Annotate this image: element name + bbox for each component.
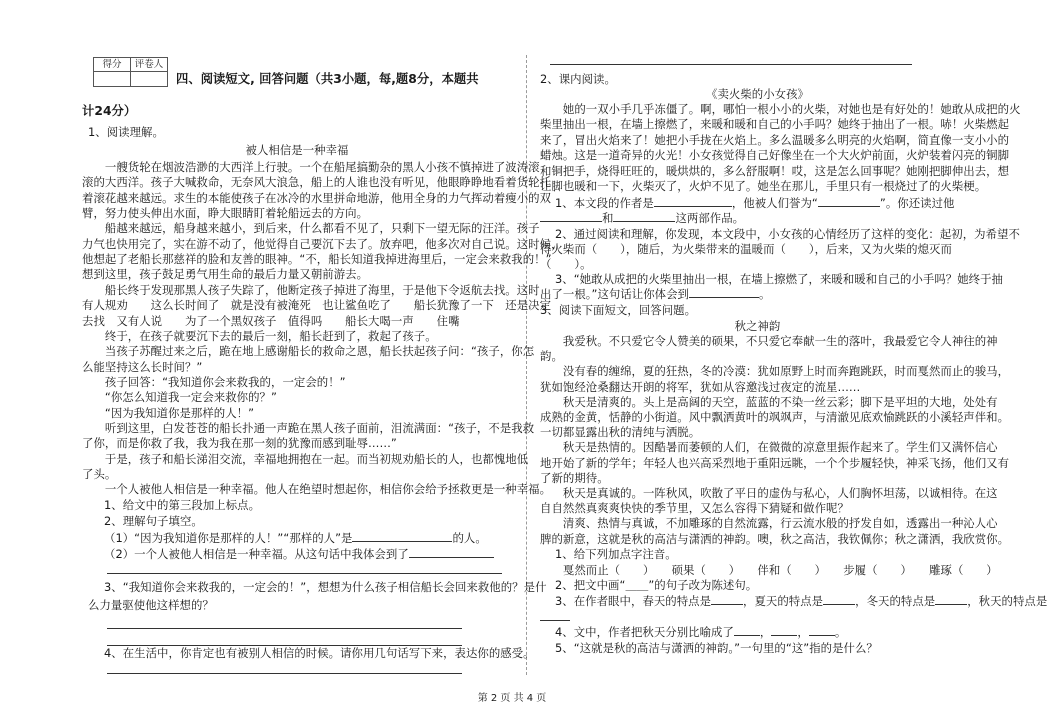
answer-blank[interactable] [935, 594, 967, 605]
passage-line: 一艘货轮在烟波浩渺的大西洋上行驶。一个在船尾搞勤杂的黑人小孩不慎掉进了波涛滚 [82, 160, 540, 174]
question-2b [104, 547, 494, 562]
passage-title: 被人相信是一种幸福 [245, 143, 349, 157]
question-2b-text: （2）一个人被他人相信是一种幸福。从这句话中我体会到了 [104, 547, 409, 561]
question-4-text: 4、文中，作者把秋天分别比喻成了 [555, 625, 734, 639]
answer-blank[interactable] [711, 594, 743, 605]
passage-line: 秋天是清爽的。头上是高阔的天空，蓝蓝的不染一丝云彩；脚下是平坦的大地，处处有 [540, 394, 998, 409]
question-3-part: ，冬天的特点是 [855, 594, 936, 608]
passage-line: 去找 又有人说 为了一个黑奴孩子 值得吗 船长大喝一声 住嘴 [82, 313, 460, 328]
question-2: 2、通过阅读和理解，你发现，本文段中，小女孩的心情经历了这样的变化：起初，为希望不 [555, 227, 1020, 241]
passage-line: 滚的大西洋。孩子大喊救命，无奈风大浪急，船上的人谁也没有听见，他眼睁睁地看着货轮托 [82, 175, 552, 190]
passage-line: 她的一双小手几乎冻僵了。啊，哪怕一根小小的火柴，对她也是有好处的！她敢从成把的火 [540, 102, 1021, 116]
question-2: 2、理解句子填空。 [104, 514, 203, 528]
passage-line: 船越来越远，船身越来越小，到后来，什么都看不见了，只剩下一望无际的汪洋。孩子 [82, 221, 540, 236]
answer-line[interactable] [107, 628, 462, 629]
passage-line: 船长终于发现那黑人孩子失踪了，他断定孩子掉进了海里，于是他下令返航去找。这时 [82, 282, 540, 297]
passage-line: 了你，而是你救了我，我为我在那一刻的犹豫而感到耻辱……” [82, 436, 397, 451]
answer-blank[interactable] [689, 287, 759, 298]
question-3-cont: 么力量驱使他这样想的？ [88, 598, 214, 612]
answer-line[interactable] [550, 64, 912, 65]
passage-line: 一个人被他人相信是一种幸福。他人在绝望时想起你，相信你会给予拯救更是一种幸福。 [82, 482, 552, 497]
question-3-part: ，秋天的特点是 [967, 594, 1047, 608]
passage-line: 自自然然真爽爽快快的季节里，又怎么容得下猜疑和做作呢？ [540, 501, 849, 516]
passage-line: 蜡烛。这是一道奇异的火光！小女孩觉得自己好像坐在一个大火炉前面，火炉装着闪亮的铜脚 [540, 148, 1010, 163]
answer-blank[interactable] [771, 625, 797, 636]
question-2-end: （ ）。 [540, 257, 592, 271]
passage-line: 没有春的缠绵，夏的狂热，冬的冷漠：犹如原野上时而奔跑跳跃，时而戛然而止的骏马， [540, 364, 1010, 379]
score-label: 得分 [94, 58, 130, 72]
question-4: 4、在生活中，你肯定也有被别人相信的时候。请你用几句话写下来，表达你的感受。 [104, 646, 535, 660]
and-label: 和 [602, 211, 614, 225]
answer-line[interactable] [107, 673, 462, 674]
score-cell [94, 58, 131, 86]
passage-line: 让脚也暖和一下，火柴灭了，火炉不见了。她坐在那儿，手里只有一根烧过了的火柴梗。 [540, 179, 987, 193]
question-1-end: ”。你还读过他 [879, 196, 955, 210]
passage-line: 韵。 [540, 349, 563, 364]
question-1-words: 戛然而止（ ） 硕果（ ） 伴和（ ） 步履（ ） 雕琢（ ） [540, 563, 998, 577]
question-2: 2、把文中画“＿＿”的句子改为陈述句。 [555, 578, 758, 592]
passage-line: “你怎么知道我一定会来救你的？” [82, 390, 277, 405]
answer-blank[interactable] [734, 625, 760, 636]
passage-line: 地开始了新的学年；年轻人也兴高采烈地于重阳远眺，一个个步履轻快，神采飞扬，他们又有 [540, 455, 1010, 470]
score-box [93, 57, 168, 87]
passage-line: 脾的新意，这就是秋的高洁与潇洒的神韵。噢，秋之高洁，我钦佩你；秋之潇洒，我欣赏你。 [540, 531, 1010, 546]
passage-line: 孩子回答：“我知道你会来救我的，一定会的！” [82, 374, 346, 389]
passage-line: 一切都显露出秋的清纯与洒脱。 [540, 425, 701, 440]
passage-line: 成熟的金黄，恬静的小街道。风中飘洒黄叶的飒飒声，与清澈见底欢愉跳跃的小溪轻声伴和。 [540, 410, 1010, 424]
question-1 [555, 196, 954, 211]
passage-line: 犹如饱经沧桑翻达开朗的将军，犹如从容邀浅过夜定的流星…… [540, 379, 861, 394]
passage-line: 当孩子苏醒过来之后，跪在地上感谢船长的救命之恩，船长扶起孩子问：“孩子，你怎 [82, 344, 535, 359]
answer-blank[interactable] [352, 531, 452, 542]
question-4: 4、文中，作者把秋天分别比喻成了 ， ， 。 [555, 625, 847, 639]
passage-line: 和铜把手，烧得旺旺的，暖烘烘的，多么舒服啊！哎，这是怎么回事呢？她刚把脚伸出去，想 [540, 163, 1010, 178]
passage-line: 听到这里，白发苍苍的船长扑通一声跪在黑人孩子面前，泪流满面：“孩子，不是我救 [82, 420, 535, 435]
page-number: 第 2 页 共 4 页 [477, 693, 547, 704]
question-1-cont [540, 211, 744, 226]
reading-intro: 2、课内阅读。 [540, 72, 616, 86]
passage-line: 秋天是热情的。因酷暑而萎顿的人们，在微微的凉意里振作起来了。学生们又满怀信心 [540, 440, 998, 455]
question-3: 3、“她敢从成把的火柴里抽出一根，在墙上擦燃了，来暖和暖和自己的小手吗？她终于抽 [555, 272, 1003, 286]
passage-line: 秋天是真诚的。一阵秋风，吹散了平日的虚伪与私心，人们胸怀坦荡，以诚相待。在这 [540, 486, 998, 500]
answer-blank[interactable] [818, 196, 880, 207]
question-1-text: 1、本文段的作者是 [555, 196, 654, 210]
question-1-cont-text: 这两部作品。 [675, 211, 745, 225]
answer-blank[interactable] [823, 594, 855, 605]
question-2a-text: （1）“因为我知道你是那样的人！”“那样的人”是 [104, 531, 353, 545]
answer-blank[interactable] [654, 196, 732, 207]
passage-line: 有人规劝 这么长时间了 就是没有被淹死 也让鲨鱼吃了 船长犹豫了一下 还是决定 [82, 298, 552, 313]
passage-title: 秋之神韵 [734, 319, 781, 333]
passage-line: 于是，孩子和船长涕泪交流，幸福地拥抱在一起。而当初规劝船长的人，也都愧地低 [82, 451, 529, 466]
section-title-cont: 计24分） [82, 104, 137, 118]
question-3-cont: 出了一根。”这句话让你体会到 。 [540, 287, 771, 301]
grader-label: 评卷人 [131, 58, 167, 72]
passage-line: 了头。 [82, 467, 117, 481]
passage-line: 了新的期待。 [540, 470, 609, 485]
answer-blank[interactable] [409, 547, 494, 558]
question-3: 3、“我知道你会来救我的，一定会的！”，想想为什么孩子相信船长会回来救他的？是什 [104, 580, 547, 594]
answer-blank[interactable] [613, 211, 675, 222]
question-2a [104, 531, 487, 546]
question-3 [555, 594, 1047, 609]
passage-line: 柴里抽出一根，在墙上擦燃了，来暖和暖和自己的小手吗？她终于抽出了一根。哧！火柴燃起 [540, 117, 1010, 132]
question-2a-end: 的人。 [452, 531, 487, 545]
passage-line: 来了，冒出火焰来了！她把小手拢在火焰上。多么温暖多么明亮的火焰啊，简直像一支小小的 [540, 132, 1010, 147]
question-1: 1、给下列加点字注音。 [555, 547, 677, 561]
question-3-cont-text: 出了一根。”这句话让你体会到 [540, 287, 689, 301]
question-3-part: ，夏天的特点是 [743, 594, 824, 608]
passage-line: 力气也快用完了，实在游不动了，他觉得自己要沉下去了。放弃吧，他多次对自己说。这时候， [82, 236, 563, 251]
question-1: 1、给文中的第三段加上标点。 [104, 498, 261, 512]
passage-line: 想到这里，孩子鼓足勇气用生命的最后力量又朝前游去。 [82, 267, 369, 282]
passage-line: 我爱秋。不只爱它令人赞美的硕果，不只爱它奉献一生的落叶，我最爱它令人神往的神 [540, 334, 998, 348]
reading-intro-3: 3、阅读下面短文，回答问题。 [540, 303, 697, 317]
passage-line: “因为我知道你是那样的人！” [82, 405, 255, 420]
passage-line: 他想起了老船长那慈祥的脸和友善的眼神。“不，船长知道我掉进海里后，一定会来救我的！” [82, 252, 552, 267]
answer-blank[interactable] [540, 211, 602, 222]
passage-line: 着滚花越来越远。求生的本能使孩子在冰冷的水里拼命地游，他用全身的力气挥动着瘦小的双 [82, 190, 552, 205]
question-3-part: 3、在作者眼中，春天的特点是 [555, 594, 712, 608]
question-1-mid: ，他被人们誉为“ [731, 196, 818, 210]
question-intro: 1、阅读理解。 [88, 125, 164, 139]
passage-line: 清爽、热情与真诚，不加雕琢的自然流露，行云流水般的抒发自如，透露出一种沁人心 [540, 516, 998, 531]
question-2-cont: 得火柴而（ ），随后，为火柴带来的温暖而（ ），后来，又为火柴的熄灭而 [540, 242, 952, 256]
section-title: 四、阅读短文, 回答问题（共3小题，每,题8分，本题共 [176, 72, 479, 86]
question-5: 5、“这就是秋的高洁与潇洒的神韵。”一句里的“这”指的是什么？ [555, 641, 878, 655]
answer-line[interactable] [107, 573, 502, 574]
grader-cell [131, 58, 167, 86]
answer-blank[interactable] [809, 625, 835, 636]
passage-title: 《卖火柴的小女孩》 [706, 87, 809, 101]
passage-line: 终于，在孩子就要沉下去的最后一刻，船长赶到了，救起了孩子。 [82, 328, 437, 343]
passage-line: 么能坚持这么长时间？” [82, 359, 203, 374]
answer-line[interactable] [540, 620, 570, 621]
passage-line: 臂，努力使头伸出水面，睁大眼睛盯着轮船远去的方向。 [82, 206, 369, 221]
